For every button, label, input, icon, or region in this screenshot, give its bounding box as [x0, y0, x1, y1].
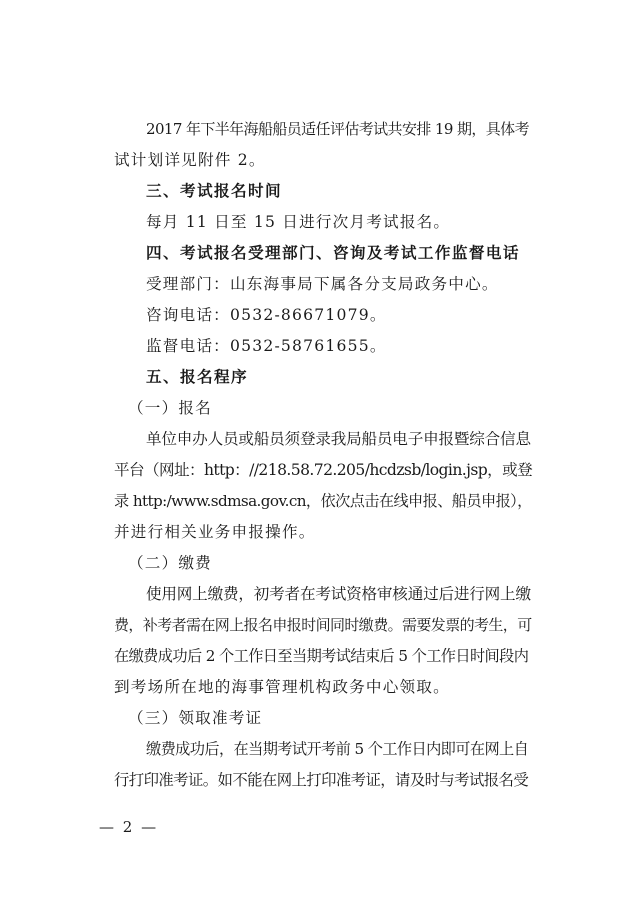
paragraph-admission-line-2: 行打印准考证。如不能在网上打印准考证，请及时与考试报名受: [114, 771, 529, 789]
paragraph-registration-line-2: 平台（网址：http：//218.58.72.205/hcdzsb/login.jsp，或登: [114, 461, 533, 479]
heading-section-3: 三、考试报名时间: [146, 182, 282, 200]
paragraph-supervision-phone: 监督电话：0532-58761655。: [146, 337, 387, 355]
heading-section-4: 四、考试报名受理部门、咨询及考试工作监督电话: [146, 244, 520, 262]
paragraph-consultation-phone: 咨询电话：0532-86671079。: [146, 306, 387, 324]
paragraph-registration-line-4: 并进行相关业务申报操作。: [114, 523, 316, 541]
paragraph-payment-line-4: 到考场所在地的海事管理机构政务中心领取。: [114, 678, 450, 696]
paragraph-registration-line-1: 单位申办人员或船员须登录我局船员电子申报暨综合信息: [146, 430, 531, 448]
page-number: — 2 —: [99, 818, 159, 836]
paragraph-payment-line-2: 费，补考者需在网上报名申报时间同时缴费。需要发票的考生，可: [114, 616, 532, 634]
paragraph-payment-line-1: 使用网上缴费，初考者在考试资格审核通过后进行网上缴: [146, 585, 531, 603]
subheading-admission-ticket: （三）领取准考证: [128, 709, 263, 727]
heading-section-5: 五、报名程序: [146, 368, 248, 386]
subheading-registration: （一）报名: [128, 399, 212, 417]
paragraph-accepting-department: 受理部门：山东海事局下属各分支局政务中心。: [146, 275, 499, 293]
paragraph-registration-time: 每月 11 日至 15 日进行次月考试报名。: [146, 213, 451, 231]
paragraph-payment-line-3: 在缴费成功后 2 个工作日至当期考试结束后 5 个工作日时间段内: [114, 647, 529, 665]
subheading-payment: （二）缴费: [128, 554, 212, 572]
paragraph-admission-line-1: 缴费成功后，在当期考试开考前 5 个工作日内即可在网上自: [146, 740, 529, 758]
paragraph-schedule-line-2: 试计划详见附件 2。: [114, 151, 266, 169]
paragraph-schedule-line-1: 2017 年下半年海船船员适任评估考试共安排 19 期，具体考: [146, 120, 529, 138]
paragraph-registration-line-3: 录 http:/www.sdmsa.gov.cn，依次点击在线申报、船员申报），: [114, 492, 532, 510]
document-body: [114, 114, 532, 796]
